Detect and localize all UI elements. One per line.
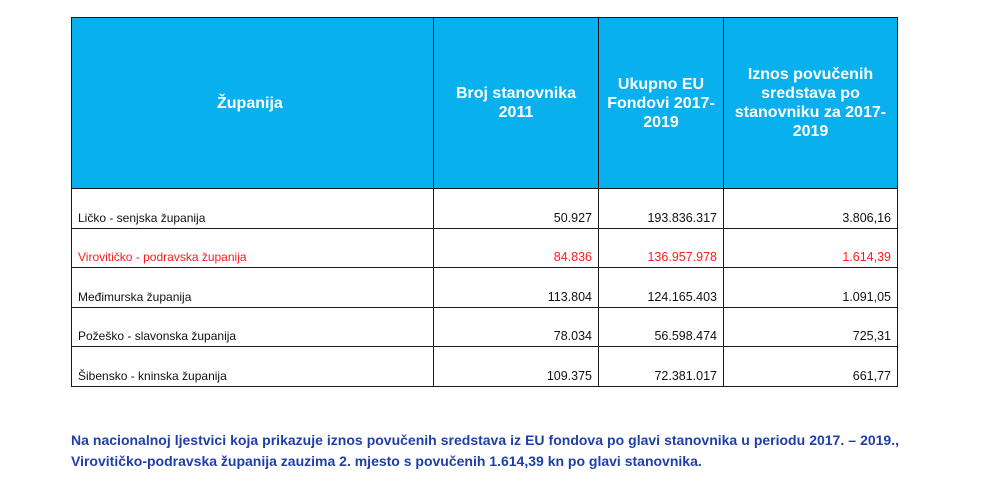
cell-eu-funds: 193.836.317 [599,189,724,229]
header-population: Broj stanovnika 2011 [434,18,599,189]
cell-eu-funds: 72.381.017 [599,347,724,387]
header-per-capita: Iznos povučenih sredstava po stanovniku za 2017-2019 [724,18,898,189]
cell-county: Međimurska županija [72,268,434,308]
cell-population: 109.375 [434,347,599,387]
table-header-row [72,18,898,189]
header-eu-funds: Ukupno EU Fondovi 2017-2019 [599,18,724,189]
cell-county: Ličko - senjska županija [72,189,434,229]
table-row [72,347,898,387]
cell-population: 78.034 [434,307,599,347]
cell-per-capita: 1.614,39 [724,228,898,268]
table-row [72,228,898,268]
cell-population: 113.804 [434,268,599,308]
table-row [72,307,898,347]
cell-eu-funds: 124.165.403 [599,268,724,308]
header-county: Županija [72,18,434,189]
cell-per-capita: 3.806,16 [724,189,898,229]
cell-county: Šibensko - kninska županija [72,347,434,387]
cell-population: 84.836 [434,228,599,268]
cell-eu-funds: 56.598.474 [599,307,724,347]
cell-county: Požeško - slavonska županija [72,307,434,347]
table-row [72,268,898,308]
cell-county: Virovitičko - podravska županija [72,228,434,268]
cell-per-capita: 725,31 [724,307,898,347]
cell-eu-funds: 136.957.978 [599,228,724,268]
table-row [72,189,898,229]
eu-funds-table [71,17,898,387]
cell-population: 50.927 [434,189,599,229]
summary-paragraph: Na nacionalnoj ljestvici koja prikazuje iznos povučenih sredstava iz EU fondova po glavi stanovnika u periodu 2017. – 2019., Virovitičko-podravska županija zauzima 2. mjesto s povučenih 1.614,39 kn po glavi stanovnika. [71,432,899,469]
cell-per-capita: 661,77 [724,347,898,387]
cell-per-capita: 1.091,05 [724,268,898,308]
